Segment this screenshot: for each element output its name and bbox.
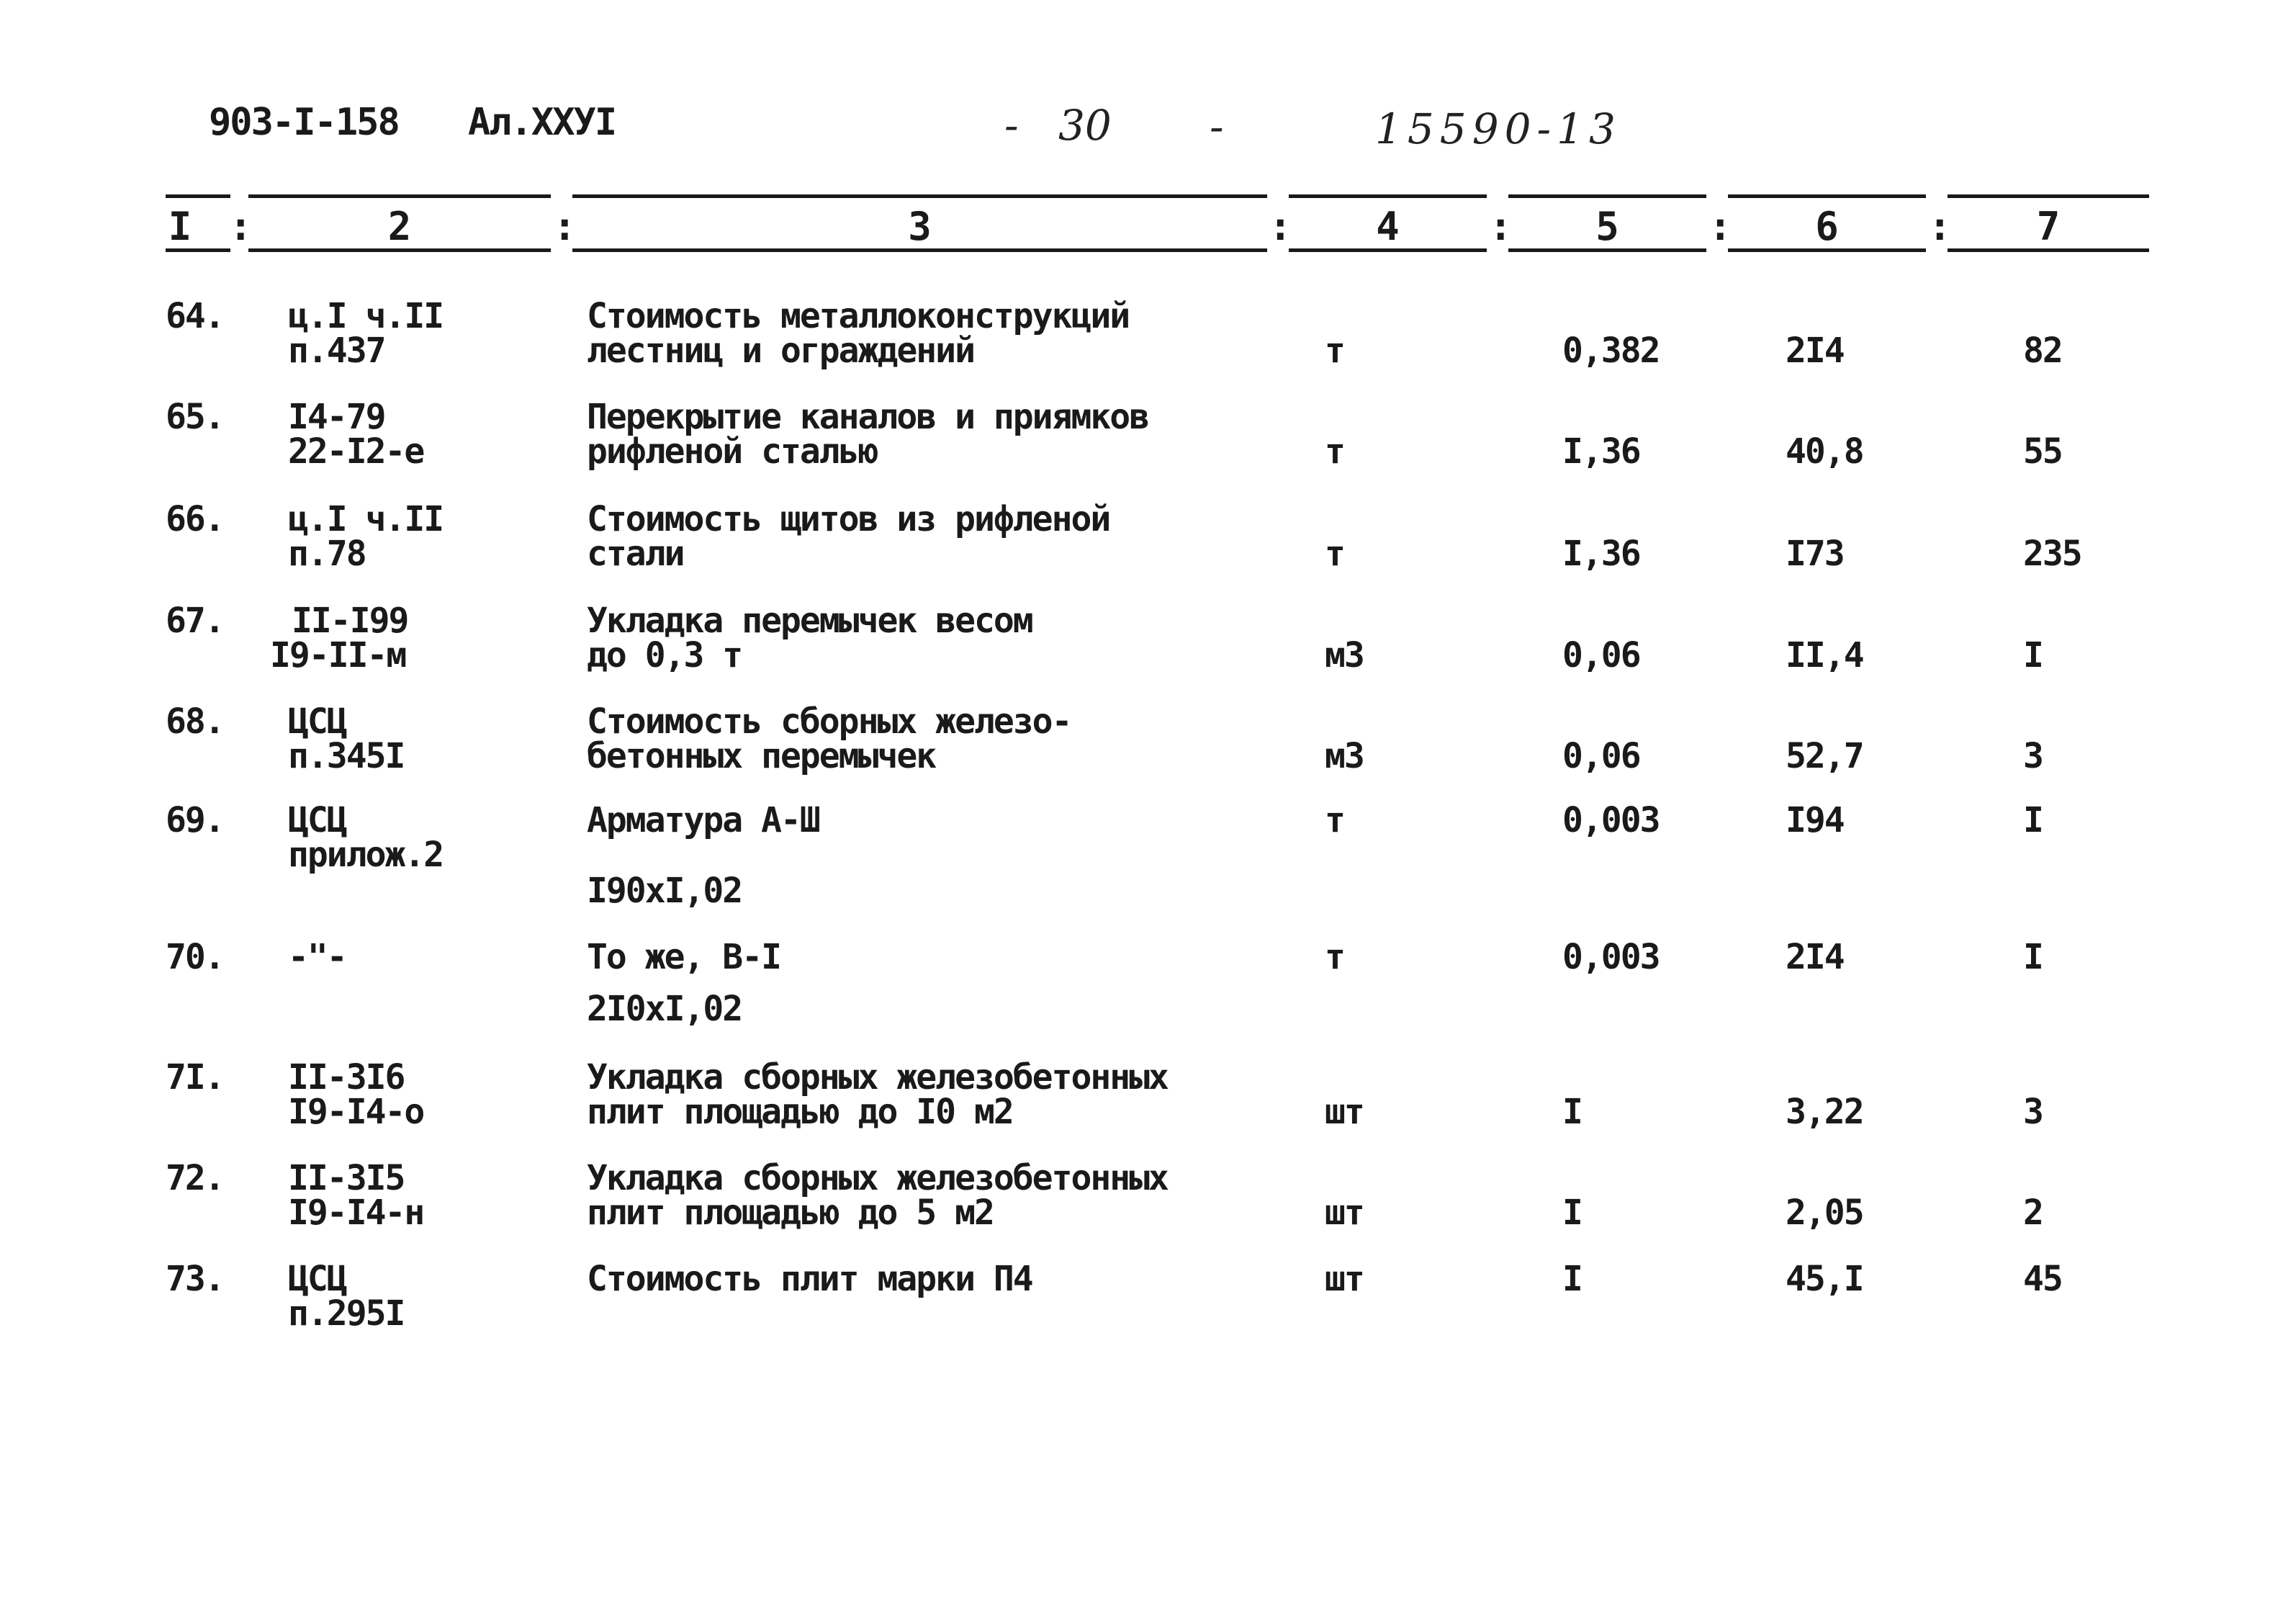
row-total: 2	[2023, 1193, 2043, 1233]
reference-line: 22-I2-е	[288, 431, 424, 472]
row-unit-price: 3,22	[1786, 1092, 1863, 1132]
row-quantity: I,36	[1562, 534, 1640, 574]
row-unit: шт	[1325, 1259, 1364, 1299]
page-dash-left: -	[1004, 101, 1019, 150]
column-separator: :	[1928, 204, 1952, 249]
row-number: 66.	[166, 499, 224, 539]
row-unit: шт	[1325, 1193, 1364, 1233]
description-line: рифленой сталью	[587, 431, 878, 472]
column-separator: :	[1269, 204, 1292, 249]
row-quantity: 0,382	[1562, 331, 1660, 371]
row-total: I	[2023, 635, 2043, 675]
description-line: Укладка сборных железобетонных	[587, 1158, 1168, 1198]
row-unit-price: 2I4	[1786, 937, 1844, 977]
column-header-2: 2	[387, 204, 412, 249]
header-rule-top	[1948, 194, 2149, 198]
row-description	[587, 701, 1071, 776]
reference-line: ЦСЦ	[288, 800, 346, 840]
description-line: Стоимость щитов из рифленой	[587, 499, 1110, 539]
header-rule-top	[1508, 194, 1706, 198]
column-header-3: 3	[908, 204, 932, 249]
row-description	[587, 1057, 1168, 1132]
header-rule-top	[1289, 194, 1487, 198]
row-unit-price: 45,I	[1786, 1259, 1863, 1299]
header-rule-top	[248, 194, 551, 198]
reference-line: п.295I	[288, 1293, 405, 1334]
reference-line: II-I99	[292, 601, 408, 641]
column-separator: :	[229, 204, 253, 249]
row-total: 3	[2023, 736, 2043, 776]
column-separator: :	[1709, 204, 1732, 249]
row-reference	[288, 499, 444, 574]
row-description: Стоимость плит марки П4	[587, 1259, 1032, 1299]
reference-line: п.78	[288, 534, 366, 574]
reference-line: ЦСЦ	[288, 1259, 346, 1299]
row-reference	[288, 397, 424, 472]
description-line: Перекрытие каналов и приямков	[587, 397, 1149, 437]
row-number: 69.	[166, 800, 224, 840]
row-unit-price: I94	[1786, 800, 1844, 840]
row-reference	[288, 800, 444, 875]
row-number: 7I.	[166, 1057, 224, 1097]
row-unit-price: 2I4	[1786, 331, 1844, 371]
row-number: 68.	[166, 701, 224, 742]
row-number: 72.	[166, 1158, 224, 1198]
row-quantity: 0,06	[1562, 736, 1640, 776]
row-total: 82	[2023, 331, 2062, 371]
reference-line: II-3I6	[288, 1057, 405, 1097]
row-reference	[288, 1158, 424, 1233]
row-unit: т	[1325, 534, 1344, 574]
row-quantity: I	[1562, 1092, 1582, 1132]
column-header-6: 6	[1815, 204, 1839, 249]
row-quantity: I	[1562, 1259, 1582, 1299]
row-quantity: 0,003	[1562, 937, 1660, 977]
reference-line: I9-I4-н	[288, 1193, 424, 1233]
description-line: бетонных перемычек	[587, 736, 936, 776]
header-rule-top	[572, 194, 1267, 198]
row-quantity: 0,003	[1562, 800, 1660, 840]
column-header-7: 7	[2036, 204, 2061, 249]
row-total: 3	[2023, 1092, 2043, 1132]
row-unit: т	[1325, 331, 1344, 371]
description-line: Укладка сборных железобетонных	[587, 1057, 1168, 1097]
description-line: плит площадью до 5 м2	[587, 1193, 994, 1233]
album-label: Ал.XXУI	[468, 101, 616, 144]
reference-line: ц.I ч.II	[288, 296, 444, 336]
document-code: 903-I-158	[209, 101, 399, 144]
row-unit: т	[1325, 431, 1344, 472]
row-reference	[288, 701, 405, 776]
row-total: 45	[2023, 1259, 2062, 1299]
reference-line: I9-I4-о	[288, 1092, 424, 1132]
row-number: 70.	[166, 937, 224, 977]
row-description: То же, В-I	[587, 937, 780, 977]
row-number: 64.	[166, 296, 224, 336]
description-line: лестниц и ограждений	[587, 331, 974, 371]
row-reference: -"-	[288, 937, 346, 977]
row-reference	[288, 296, 444, 371]
reference-line: I9-II-м	[270, 635, 406, 675]
row-total: I	[2023, 800, 2043, 840]
row-unit: м3	[1325, 736, 1364, 776]
reference-line: п.437	[288, 331, 385, 371]
row-unit-price: 52,7	[1786, 736, 1863, 776]
column-header-1: I	[168, 204, 192, 249]
description-line: Стоимость металлоконструкций	[587, 296, 1130, 336]
row-unit: шт	[1325, 1092, 1364, 1132]
page-number: 30	[1058, 101, 1112, 150]
row-description	[587, 397, 1149, 472]
row-description: Арматура А-Ш	[587, 800, 819, 840]
description-line: до 0,3 т	[587, 635, 742, 675]
header-rule-top	[166, 194, 230, 198]
row-quantity: I,36	[1562, 431, 1640, 472]
row-unit-price: 2,05	[1786, 1193, 1863, 1233]
reference-line: прилож.2	[288, 835, 444, 875]
row-description	[587, 296, 1130, 371]
row-total: I	[2023, 937, 2043, 977]
row-unit-price: I73	[1786, 534, 1844, 574]
row-reference	[270, 603, 408, 673]
row-unit: т	[1325, 937, 1344, 977]
column-separator: :	[553, 204, 577, 249]
row-unit: т	[1325, 800, 1344, 840]
column-header-5: 5	[1595, 204, 1619, 249]
description-line: Укладка перемычек весом	[587, 601, 1032, 641]
row-reference	[288, 1057, 424, 1132]
row-number: 67.	[166, 601, 224, 641]
handwritten-number: 15590-13	[1375, 104, 1621, 153]
page-dash-right: -	[1210, 102, 1224, 151]
row-number: 65.	[166, 397, 224, 437]
row-total: 55	[2023, 431, 2062, 472]
reference-line: ЦСЦ	[288, 701, 346, 742]
description-line: плит площадью до I0 м2	[587, 1092, 1013, 1132]
row-quantity: I	[1562, 1193, 1582, 1233]
column-separator: :	[1489, 204, 1513, 249]
reference-line: II-3I5	[288, 1158, 405, 1198]
reference-line: I4-79	[288, 397, 385, 437]
row-unit-price: 40,8	[1786, 431, 1863, 472]
row-calculation-note: 2I0xI,02	[587, 989, 742, 1029]
description-line: стали	[587, 534, 684, 574]
reference-line: п.345I	[288, 736, 405, 776]
reference-line: ц.I ч.II	[288, 499, 444, 539]
row-calculation-note: I90xI,02	[587, 871, 742, 911]
row-description	[587, 499, 1110, 574]
row-number: 73.	[166, 1259, 224, 1299]
row-total: 235	[2023, 534, 2081, 574]
row-quantity: 0,06	[1562, 635, 1640, 675]
row-description	[587, 1158, 1168, 1233]
header-rule-top	[1728, 194, 1926, 198]
row-reference	[288, 1259, 405, 1334]
row-description	[587, 603, 1032, 673]
row-unit-price: II,4	[1786, 635, 1863, 675]
column-header-4: 4	[1376, 204, 1400, 249]
description-line: Стоимость сборных железо-	[587, 701, 1071, 742]
row-unit: м3	[1325, 635, 1364, 675]
